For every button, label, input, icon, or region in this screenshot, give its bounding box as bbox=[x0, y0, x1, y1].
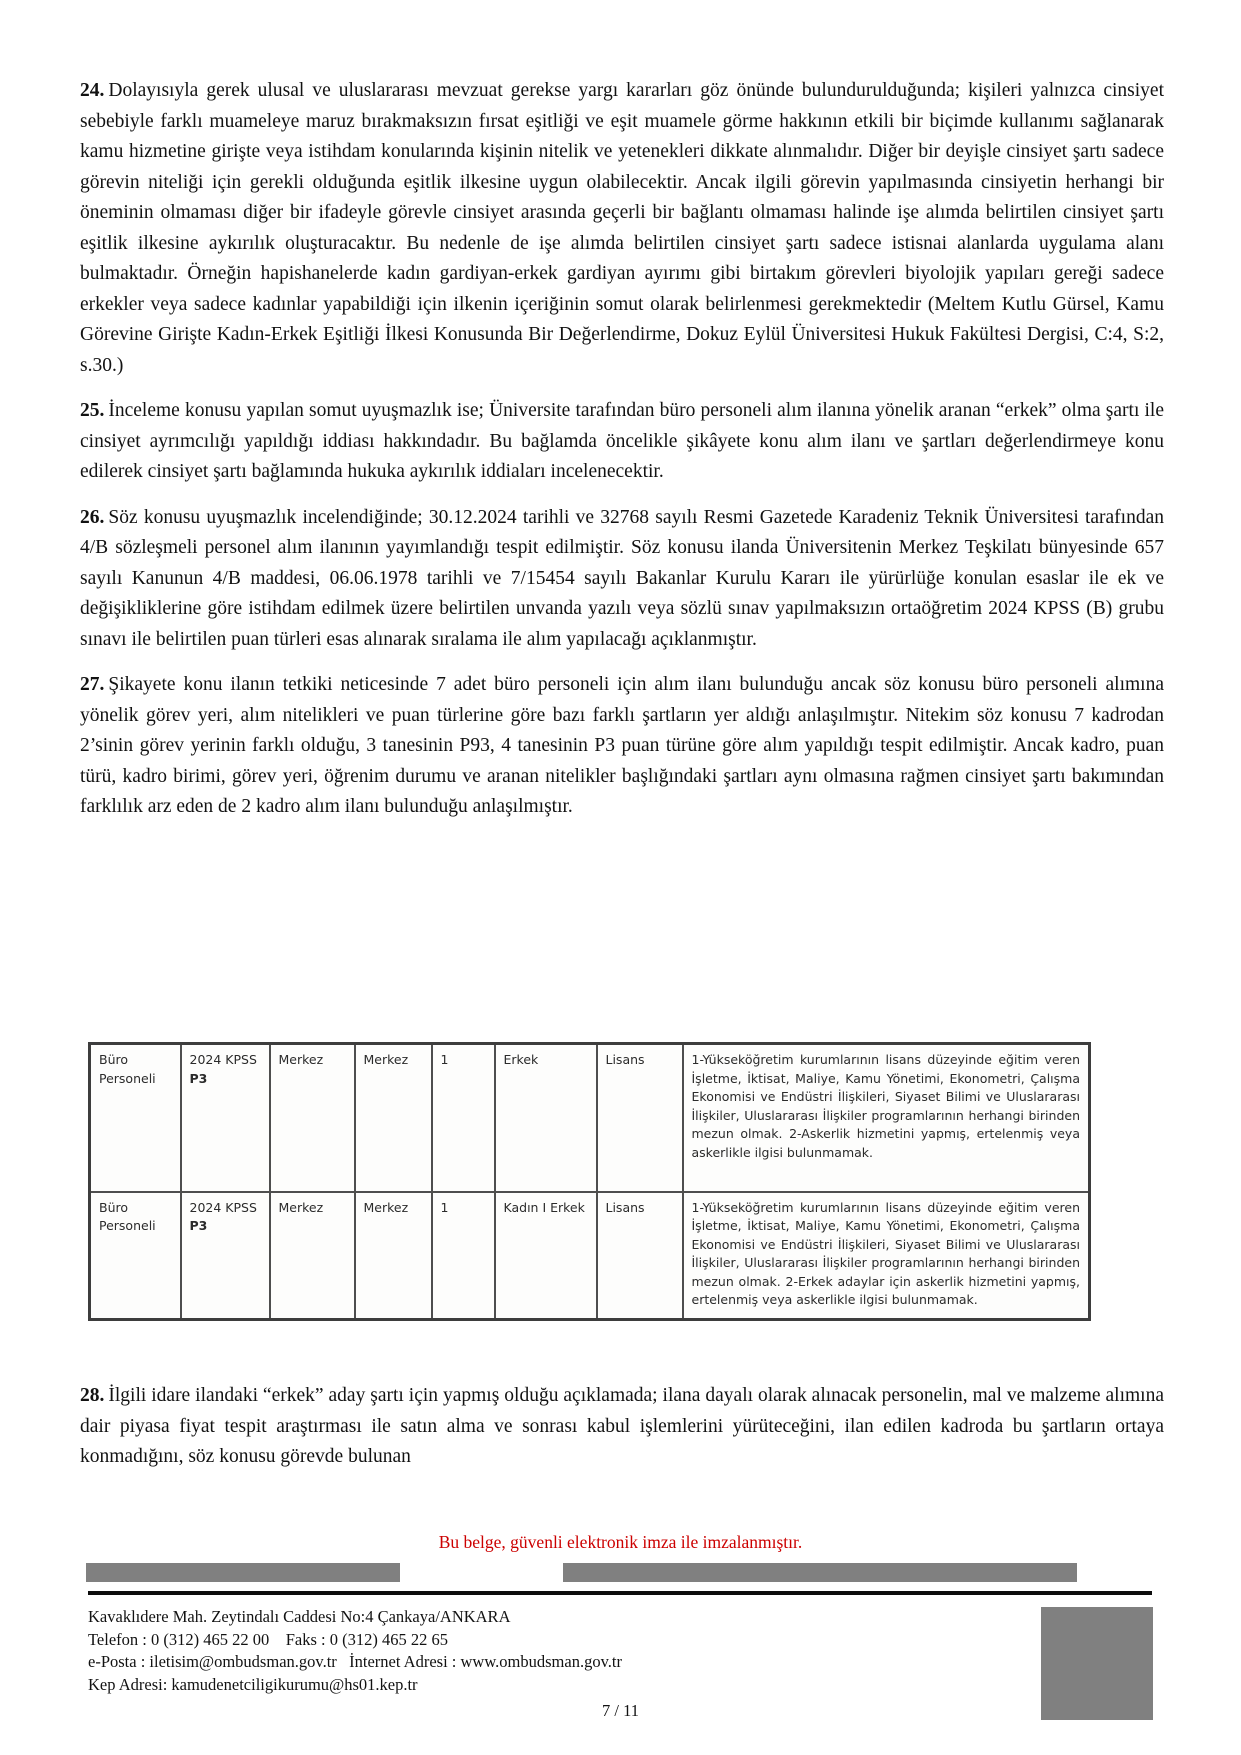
paragraph-28-number: 28. bbox=[80, 1385, 105, 1406]
cell-kpss-type: 2024 KPSS bbox=[189, 1052, 257, 1067]
signature-notice: Bu belge, güvenli elektronik imza ile imzalanmıştır. bbox=[438, 1532, 803, 1552]
cell-position: Büro Personeli bbox=[90, 1192, 181, 1320]
paragraph-24-number: 24. bbox=[80, 80, 105, 101]
paragraph-28 bbox=[80, 1381, 1164, 1473]
paragraph-24 bbox=[80, 76, 1164, 381]
body-text bbox=[80, 76, 1164, 838]
paragraph-24-text: Dolayısıyla gerek ulusal ve uluslararası mevzuat gerekse yargı kararları göz önünde bulundurulduğunda; kişileri yalnızca cinsiyet sebebiyle farklı muameleye maruz bırakmaksızın fırsat eşitliği ve eşit muamele görme hakkının etkili bir biçimde kullanımı sağlanarak kamu hizmetine girişte veya istihdam konularında kişinin nitelik ve yetenekleri dikkate alınmalıdır. Diğer bir deyişle cinsiyet şartı sadece görevin niteliği için gerekli olduğunda eşitlik ilkesine uygun olabilecektir. Ancak ilgili görevin yapılmasında cinsiyetin herhangi bir öneminin olmaması diğer bir ifadeyle görevle cinsiyet arasında geçerli bir bağlantı olmaması halinde işe alımda belirtilen cinsiyet şartı eşitlik ilkesine aykırılık oluşturacaktır. Bu nedenle de işe alımda belirtilen cinsiyet şartı sadece istisnai alanlarda uygulama alanı bulmaktadır. Örneğin hapishanelerde kadın gardiyan-erkek gardiyan ayırımı gibi birtakım görevleri biyolojik yapıları gereği sadece erkekler veya sadece kadınlar yapabildiği için ilkenin içeriğinin somut olarak belirlenmesi gerekmektedir (Meltem Kutlu Gürsel, Kamu Görevine Girişte Kadın-Erkek Eşitliği İlkesi Konusunda Bir Değerlendirme, Dokuz Eylül Üniversitesi Hukuk Fakültesi Dergisi, C:4, S:2, s.30.) bbox=[80, 80, 1164, 376]
cell-count: 1 bbox=[432, 1044, 495, 1192]
cell-position: Büro Personeli bbox=[90, 1044, 181, 1192]
footer-address: Kavaklıdere Mah. Zeytindalı Caddesi No:4 Çankaya/ANKARA bbox=[88, 1607, 511, 1626]
redaction-box-stamp bbox=[1041, 1607, 1153, 1720]
cell-unit: Merkez bbox=[270, 1192, 355, 1320]
paragraph-27-text: Şikayete konu ilanın tetkiki neticesinde 7 adet büro personeli için alım ilanı bulunduğu ancak söz konusu büro personeli alımına yönelik görev yeri, alım nitelikleri ve puan türlerine göre bazı farklı şartların yer aldığı anlaşılmıştır. Nitekim söz konusu 7 kadrodan 2’sinin görev yerinin farklı olduğu, 3 tanesinin P93, 4 tanesinin P3 puan türüne göre alım yapıldığı tespit edilmiştir. Ancak kadro, puan türü, kadro birimi, görev yeri, öğrenim durumu ve aranan nitelikler başlığındaki şartları aynı olmasına rağmen cinsiyet şartı bakımından farklılık arz eden de 2 kadro alım ilanı bulunduğu anlaşılmıştır. bbox=[80, 674, 1164, 817]
cell-gender: Erkek bbox=[495, 1044, 597, 1192]
cell-count: 1 bbox=[432, 1192, 495, 1320]
cell-requirements: 1-Yükseköğretim kurumlarının lisans düzeyinde eğitim veren İşletme, İktisat, Maliye, Kamu Yönetimi, Ekonometri, Çalışma Ekonomisi ve Endüstri İlişkileri, Siyaset Bilimi ve Uluslararası İlişkiler, Uluslararası İlişkiler programlarının herhangi birinden mezun olmak. 2-Askerlik hizmetini yapmış, ertelenmiş veya askerlikle ilgisi bulunmamak. bbox=[683, 1044, 1090, 1192]
cell-education: Lisans bbox=[597, 1192, 683, 1320]
cell-kpss bbox=[181, 1044, 270, 1192]
cell-kpss-type: 2024 KPSS bbox=[189, 1199, 257, 1215]
cell-education: Lisans bbox=[597, 1044, 683, 1192]
table-row bbox=[90, 1044, 1090, 1192]
cell-location: Merkez bbox=[355, 1192, 432, 1320]
cell-location: Merkez bbox=[355, 1044, 432, 1192]
job-posting-table bbox=[88, 1042, 1091, 1321]
footer-phone-fax: Telefon : 0 (312) 465 22 00 Faks : 0 (312) 465 22 65 bbox=[88, 1629, 448, 1649]
footer-kep-address: Kep Adresi: kamudenetciligikurumu@hs01.kep.tr bbox=[88, 1674, 418, 1694]
cell-kpss-score: P3 bbox=[189, 1070, 208, 1086]
redaction-bar-right bbox=[563, 1563, 1077, 1582]
paragraph-26-number: 26. bbox=[80, 506, 105, 528]
paragraph-26-text: Söz konusu uyuşmazlık incelendiğinde; 30.12.2024 tarihli ve 32768 sayılı Resmi Gazetede Karadeniz Teknik Üniversitesi tarafından 4/B sözleşmeli personel alım ilanının yayımlandığı tespit edilmiştir. Söz konusu ilanda Üniversitenin Merkez Teşkilatı bünyesinde 657 sayılı Kanunun 4/B maddesi, 06.06.1978 tarihli ve 7/15454 sayılı Bakanlar Kurulu Kararı ile yürürlüğe konulan esaslar ile ek ve değişikliklerine göre istihdam edilmek üzere belirtilen unvanda yazılı veya sözlü sınav yapılmaksızın ortaöğretim 2024 KPSS (B) grubu sınavı ile belirtilen puan türleri esas alınarak sıralama ile alım yapılacağı açıklanmıştır. bbox=[80, 506, 1164, 650]
redaction-bar-left bbox=[86, 1563, 400, 1582]
footer-contact-block bbox=[88, 1606, 622, 1696]
paragraph-26 bbox=[80, 503, 1164, 656]
footer-divider bbox=[88, 1591, 1152, 1595]
paragraph-25-text: İnceleme konusu yapılan somut uyuşmazlık ise; Üniversite tarafından büro personeli alım ilanına yönelik aranan “erkek” olma şartı ile cinsiyet ayrımcılığı yapıldığı iddiası hakkındadır. Bu bağlamda öncelikle şikâyete konu alım ilanı ve şartları değerlendirmeye konu edilerek cinsiyet şartı bağlamında hukuka aykırılık iddiaları incelenecektir. bbox=[80, 400, 1164, 482]
cell-requirements: 1-Yükseköğretim kurumlarının lisans düzeyinde eğitim veren İşletme, İktisat, Maliye, Kamu Yönetimi, Ekonometri, Çalışma Ekonomisi ve Endüstri İlişkileri, Siyaset Bilimi ve Uluslararası İlişkiler, Uluslararası İlişkiler programlarının herhangi birinden mezun olmak. 2-Erkek adaylar için askerlik hizmetini yapmış, ertelenmiş veya askerlikle ilgisi bulunmamak. bbox=[683, 1192, 1090, 1320]
paragraph-27-number: 27. bbox=[80, 674, 105, 695]
paragraph-28-text: İlgili idare ilandaki “erkek” aday şartı için yapmış olduğu açıklamada; ilana dayalı olarak alınacak personelin, mal ve malzeme alımına dair piyasa fiyat tespit araştırması ile satın alma ve sonrası kabul işlemlerini yürüteceğini, ilan edilen kadroda bu şartların ortaya konmadığını, söz konusu görevde bulunan bbox=[80, 1385, 1164, 1467]
paragraph-25-number: 25. bbox=[80, 400, 105, 421]
cell-gender: Kadın I Erkek bbox=[495, 1192, 597, 1320]
cell-kpss-score: P3 bbox=[189, 1218, 208, 1233]
paragraph-25 bbox=[80, 396, 1164, 488]
cell-unit: Merkez bbox=[270, 1044, 355, 1192]
cell-kpss bbox=[181, 1192, 270, 1320]
footer-email-web: e-Posta : iletisim@ombudsman.gov.tr İnternet Adresi : www.ombudsman.gov.tr bbox=[88, 1652, 622, 1671]
paragraph-27 bbox=[80, 670, 1164, 823]
page-number: 7 / 11 bbox=[602, 1701, 639, 1720]
table-row bbox=[90, 1192, 1090, 1320]
